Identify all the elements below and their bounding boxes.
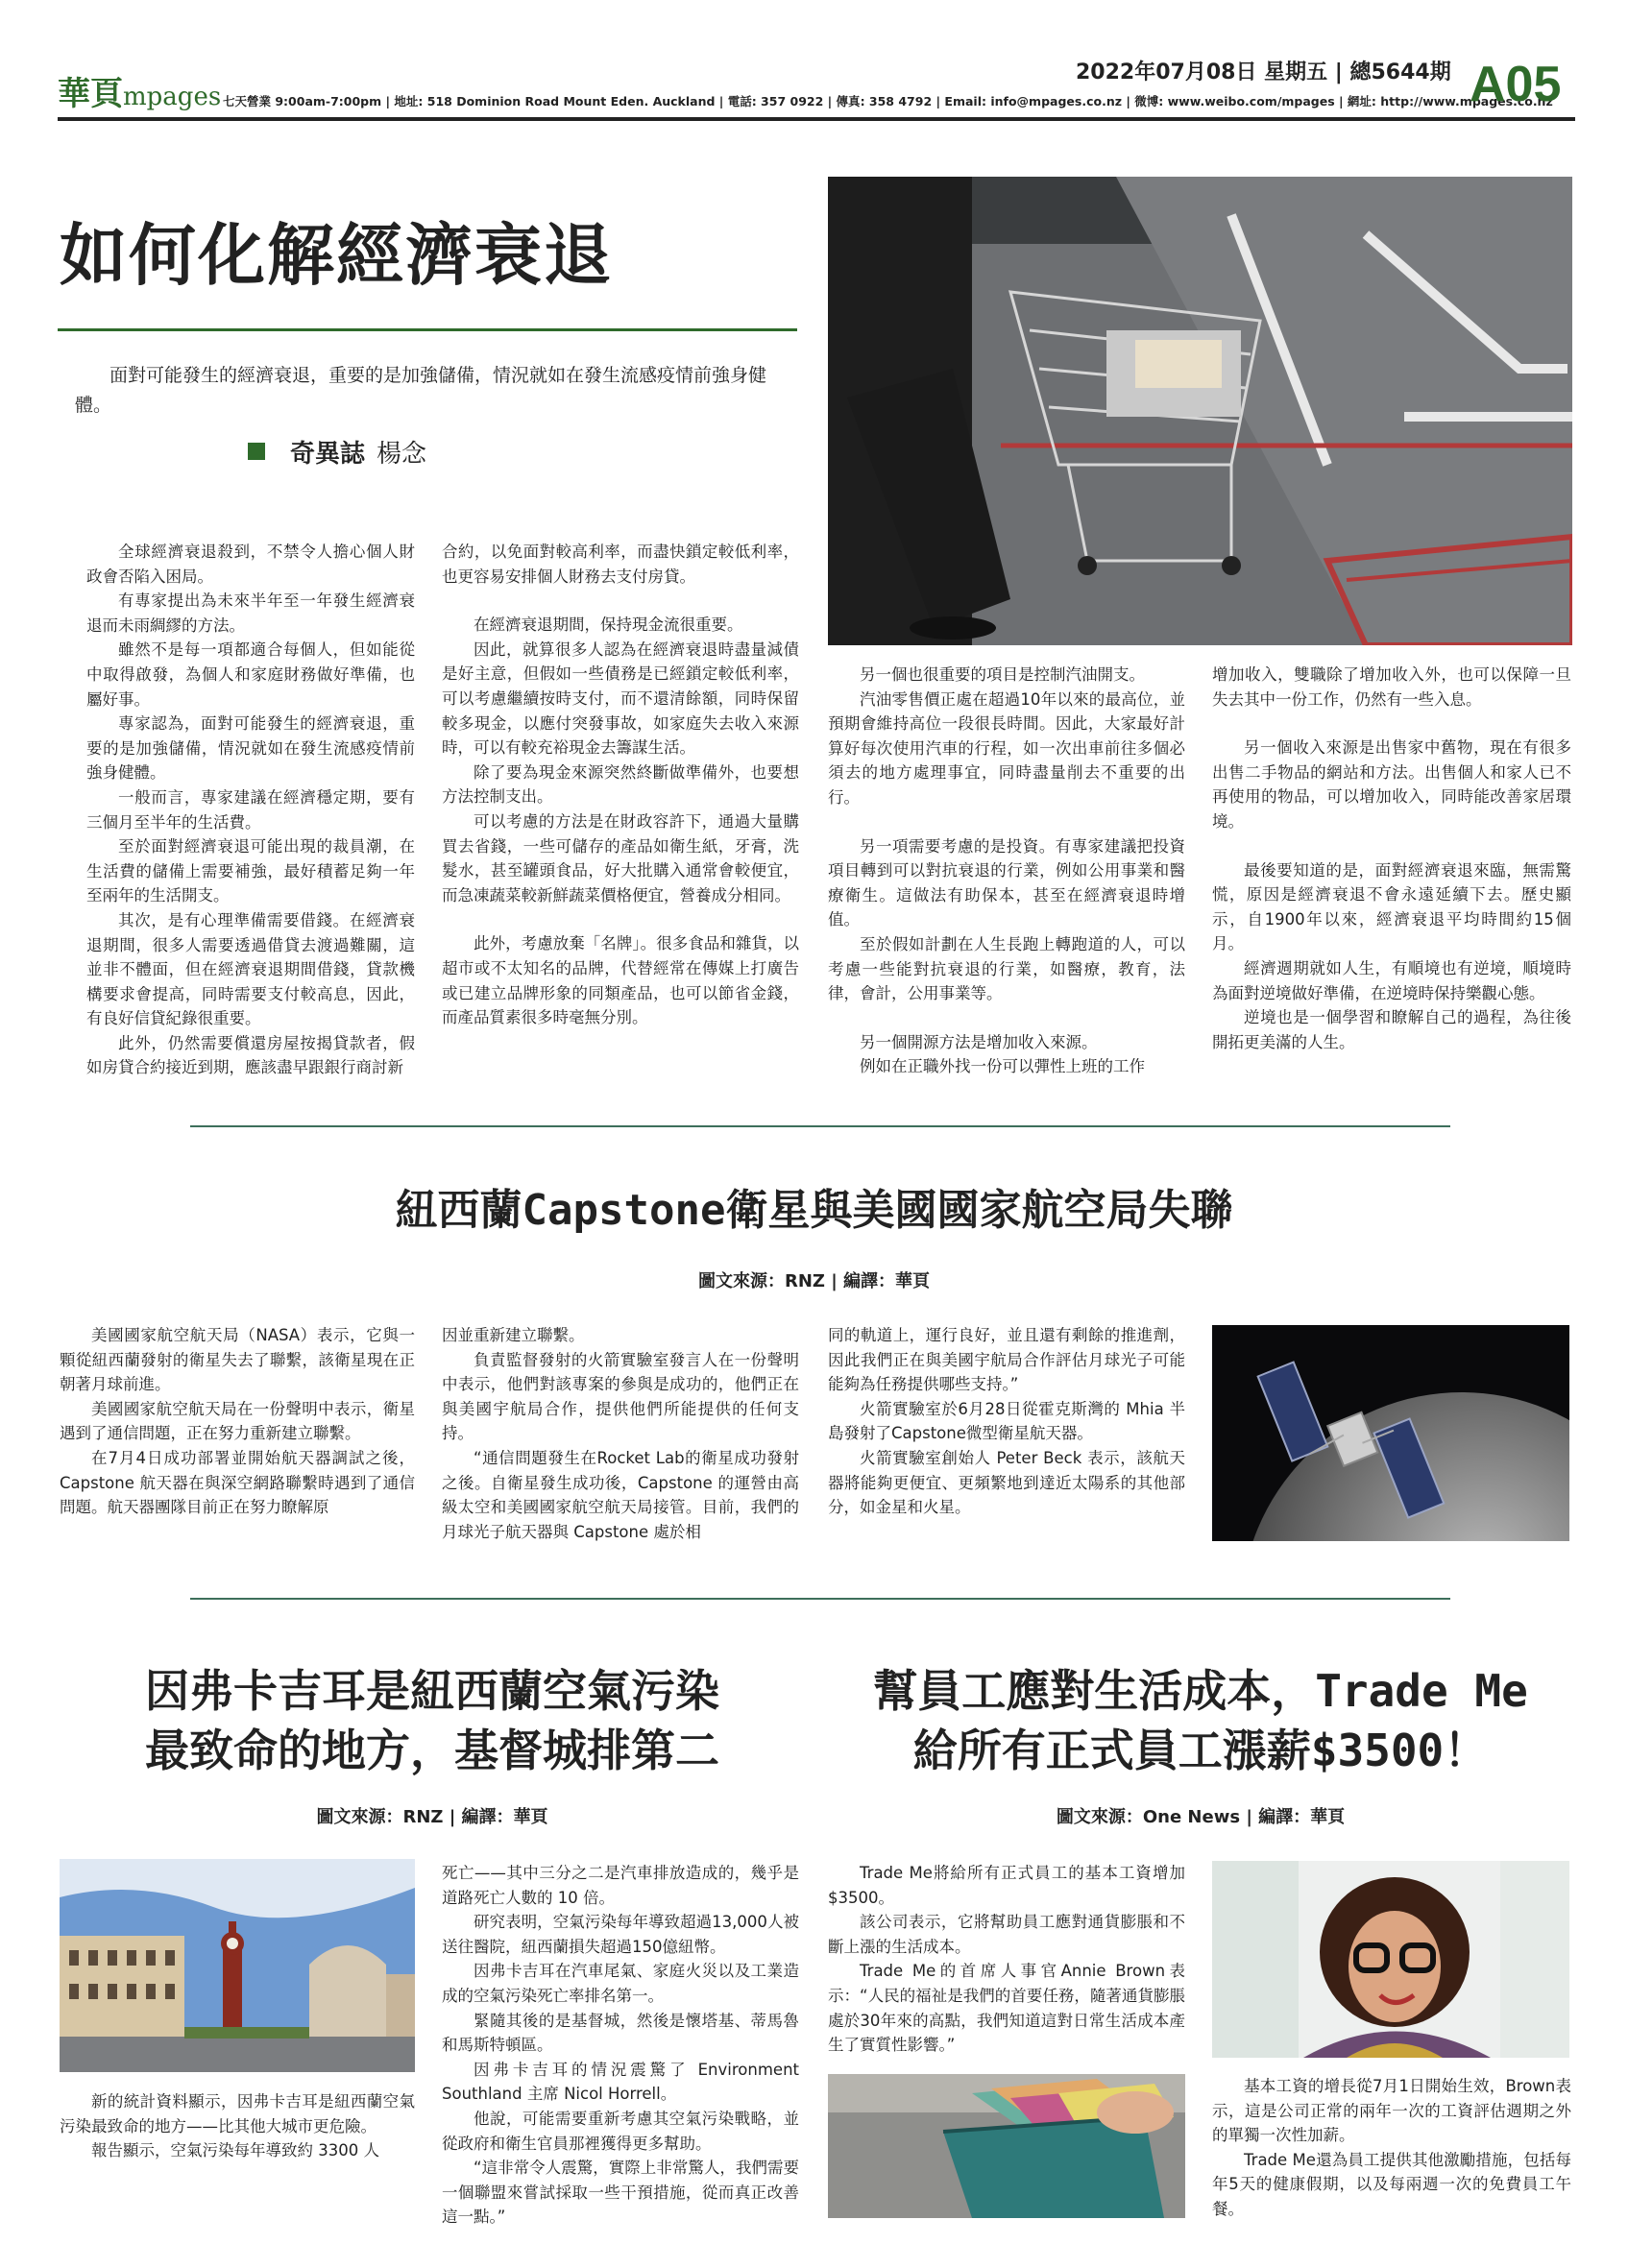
article3-title xyxy=(58,1661,807,1780)
article4-title-line2: 給所有正式員工漲薪$3500！ xyxy=(912,1725,1489,1776)
article4-col1 xyxy=(828,1861,1185,2058)
article3-title-line1: 因弗卡吉耳是紐西蘭空氣污染 xyxy=(145,1665,719,1717)
paragraph: 至於面對經濟衰退可能出現的裁員潮，在生活費的儲備上需要補強，最好積蓄足夠一年至兩年的生活開支。 xyxy=(86,837,415,905)
paragraph: 火箭實驗室於6月28日從霍克斯灣的 Mhia 半島發射了Capstone微型衛星航天器。 xyxy=(828,1399,1185,1443)
paragraph: 合約，以免面對較高利率，而盡快鎖定較低利率，也更容易安排個人財務去支付房貸。 xyxy=(442,543,799,586)
paragraph: 另一個開源方法是增加收入來源。 xyxy=(860,1032,1098,1051)
paragraph: 研究表明，空氣污染每年導致超過13,000人被送往醫院，紐西蘭損失超過150億紐幣。 xyxy=(442,1913,799,1956)
paragraph: 在經濟衰退期間，保持現金流很重要。 xyxy=(474,615,743,635)
invercargill-photo xyxy=(60,1859,415,2072)
article1-title: 如何化解經濟衰退 xyxy=(60,215,613,295)
paragraph: 增加收入，雙職除了增加收入外，也可以保障一旦失去其中一份工作，仍然有一些入息。 xyxy=(1212,665,1571,709)
paragraph: 另一項需要考慮的是投資。有專家建議把投資項目轉到可以對抗衰退的行業，例如公用事業和醫療衛生。這做法有助保本，甚至在經濟衰退時增值。 xyxy=(828,836,1185,929)
paragraph: 其次，是有心理準備需要借錢。在經濟衰退期間，很多人需要透過借貸去渡過難關，這並非不體面，但在經濟衰退期間借錢，貸款機構要求會提高，同時需要支付較高息，因此，有良好信貸紀錄很重要。 xyxy=(86,910,415,1028)
town-image xyxy=(60,1859,415,2072)
portrait-image xyxy=(1212,1861,1569,2058)
article3-col1 xyxy=(60,2089,415,2163)
satellite-image xyxy=(1212,1325,1569,1541)
shopping-cart-image xyxy=(828,177,1572,645)
wallet-image xyxy=(828,2074,1185,2218)
paragraph: 同的軌道上，運行良好，並且還有剩餘的推進劑，因此我們正在與美國宇航局合作評估月球光子可能能夠為任務提供哪些支持。” xyxy=(828,1326,1185,1394)
article4-source: 圖文來源：One News | 編譯：華頁 xyxy=(1056,1807,1346,1827)
section-divider xyxy=(190,1598,1450,1600)
article2-title: 紐西蘭Capstone衛星與美國國家航空局失聯 xyxy=(395,1186,1233,1235)
paragraph: 基本工資的增長從7月1日開始生效，Brown表示，這是公司正常的兩年一次的工資評估週期之外的單獨一次性加薪。 xyxy=(1212,2077,1571,2145)
article1-lead: 面對可能發生的經濟衰退，重要的是加強儲備，情況就如在發生流感疫情前強身健體。 xyxy=(75,365,767,416)
paragraph: Trade Me將給所有正式員工的基本工資增加$3500。 xyxy=(828,1864,1185,1907)
article3-title-line2: 最致命的地方，基督城排第二 xyxy=(145,1725,719,1776)
page-number: A05 xyxy=(1470,57,1562,112)
paragraph: 因此，就算很多人認為在經濟衰退時盡量減債是好主意，但假如一些債務是已經鎖定較低利率，可以考慮繼續按時支付，而不還清餘額，同時保留較多現金，以應付突發事故，如家庭失去收入來源時，可以有較充裕現金去籌謀生活。 xyxy=(442,639,799,758)
paragraph: “通信問題發生在Rocket Lab的衛星成功發射之後。自衛星發生成功後，Capstone 的運營由高級太空和美國國家航空航天局接管。目前，我們的月球光子航天器與 Capstone 處於相 xyxy=(442,1448,799,1541)
byline-author: 楊念 xyxy=(377,440,427,469)
section-divider xyxy=(190,1125,1450,1127)
issue-date: 2022年07月08日 星期五 | 總5644期 xyxy=(1076,60,1451,84)
paragraph: 該公司表示，它將幫助員工應對通貨膨脹和不斷上漲的生活成本。 xyxy=(828,1913,1185,1956)
paragraph: 專家認為，面對可能發生的經濟衰退，重要的是加強儲備，情況就如在發生流感疫情前強身健體。 xyxy=(86,714,415,783)
header-rule xyxy=(58,117,1575,121)
logo xyxy=(58,67,221,114)
article4-title xyxy=(826,1661,1575,1780)
paragraph: 美國國家航空航天局在一份聲明中表示，衛星遇到了通信問題，正在努力重新建立聯繫。 xyxy=(60,1399,415,1443)
contact-info: 七天營業 9:00am-7:00pm | 地址: 518 Dominion Road Mount Eden. Auckland | 電話: 357 0922 | 傳真: 358 4792 | Email: info@mpages.co.nz | 微博: www.weibo.com/mpages | 網址: http://www.mpages.co.nz xyxy=(223,94,1553,109)
article1-col4 xyxy=(1212,663,1571,1054)
article1-col3 xyxy=(828,663,1185,1079)
article2-col3 xyxy=(828,1323,1185,1520)
paragraph: 至於假如計劃在人生長跑上轉跑道的人，可以考慮一些能對抗衰退的行業，如醫療，教育，法律，會計，公用事業等。 xyxy=(828,934,1185,1003)
paragraph: 此外，考慮放棄「名牌」。很多食品和雜貨，以超市或不太知名的品牌，代替經常在傳媒上打廣告或已建立品牌形象的同類產品，也可以節省金錢，而產品質素很多時毫無分別。 xyxy=(442,934,799,1027)
paragraph: 在7月4日成功部署並開始航天器調試之後，Capstone 航天器在與深空網路聯繫時遇到了通信問題。航天器團隊目前正在努力瞭解原 xyxy=(60,1448,415,1517)
article3-source: 圖文來源：RNZ | 編譯：華頁 xyxy=(316,1807,548,1827)
paragraph: 因弗卡吉耳在汽車尾氣、家庭火災以及工業造成的空氣污染死亡率排名第一。 xyxy=(442,1962,799,2005)
paragraph: 死亡——其中三分之二是汽車排放造成的，幾乎是道路死亡人數的 10 倍。 xyxy=(442,1864,799,1907)
logo-cn: 華頁 xyxy=(58,75,123,113)
paragraph: 負責監督發射的火箭實驗室發言人在一份聲明中表示，他們對該專案的參與是成功的，他們正在與美國宇航局合作，提供他們所能提供的任何支持。 xyxy=(442,1350,799,1443)
article4-col2 xyxy=(1212,2074,1571,2222)
paragraph: 有專家提出為未來半年至一年發生經濟衰退而未雨綢繆的方法。 xyxy=(86,591,415,635)
satellite-photo xyxy=(1212,1325,1569,1541)
paragraph: Trade Me還為員工提供其他激勵措施，包括每年5天的健康假期，以及每兩週一次的免費員工午餐。 xyxy=(1212,2150,1571,2218)
wallet-photo xyxy=(828,2074,1185,2218)
paragraph: 另一個也很重要的項目是控制汽油開支。 xyxy=(860,665,1145,684)
byline-square-icon xyxy=(248,443,265,460)
paragraph: 火箭實驗室創始人 Peter Beck 表示，該航天器將能夠更便宜、更頻繁地到達近太陽系的其他部分，如金星和火星。 xyxy=(828,1448,1185,1517)
paragraph: 汽油零售價正處在超過10年以來的最高位，並預期會維持高位一段很長時間。因此，大家最好計算好每次使用汽車的行程，如一次出車前往多個必須去的地方處理事宜，同時盡量削去不重要的出行。 xyxy=(828,689,1185,807)
article4-title-line1: 幫員工應對生活成本，Trade Me xyxy=(873,1665,1528,1717)
paragraph: 逆境也是一個學習和瞭解自己的過程，為往後開拓更美滿的人生。 xyxy=(1212,1008,1571,1051)
paragraph: 報告顯示，空氣污染每年導致約 3300 人 xyxy=(91,2141,379,2160)
article3-col2 xyxy=(442,1861,799,2230)
paragraph: “這非常令人震驚，實際上非常驚人，我們需要一個聯盟來嘗試採取一些干預措施，從而真正改善這一點。” xyxy=(442,2159,799,2227)
shopping-cart-photo xyxy=(828,177,1572,645)
paragraph: 例如在正職外找一份可以彈性上班的工作 xyxy=(860,1057,1145,1076)
paragraph: 此外，仍然需要償還房屋按揭貸款者，假如房貸合約接近到期，應該盡早跟銀行商討新 xyxy=(86,1033,415,1077)
paragraph: 全球經濟衰退殺到，不禁令人擔心個人財政會否陷入困局。 xyxy=(86,543,415,586)
annie-brown-photo xyxy=(1212,1861,1569,2058)
paragraph: 因弗卡吉耳的情況震驚了 Environment Southland 主席 Nicol Horrell。 xyxy=(442,2060,799,2104)
byline xyxy=(248,434,426,470)
article1-col2 xyxy=(442,540,799,1030)
title-rule xyxy=(58,328,797,331)
paragraph: 另一個收入來源是出售家中舊物，現在有很多出售二手物品的網站和方法。出售個人和家人已不再使用的物品，可以增加收入，同時能改善家居環境。 xyxy=(1212,738,1571,831)
article1-col1 xyxy=(86,540,415,1080)
article2-source: 圖文來源：RNZ | 編譯：華頁 xyxy=(697,1271,931,1291)
paragraph: 一般而言，專家建議在經濟穩定期，要有三個月至半年的生活費。 xyxy=(86,787,415,832)
paragraph: 他說，可能需要重新考慮其空氣污染戰略，並從政府和衛生官員那裡獲得更多幫助。 xyxy=(442,2109,799,2153)
article2-col2 xyxy=(442,1323,799,1544)
logo-en: mpages xyxy=(123,83,222,111)
paragraph: 美國國家航空航天局（NASA）表示，它與一顆從紐西蘭發射的衛星失去了聯繫，該衛星現在正朝著月球前進。 xyxy=(60,1326,415,1394)
paragraph: Trade Me的首席人事官Annie Brown表示：“人民的福祉是我們的首要任務，隨著通貨膨脹處於30年來的高點，我們知道這對日常生活成本產生了實質性影響。” xyxy=(828,1962,1185,2055)
paragraph: 最後要知道的是，面對經濟衰退來臨，無需驚慌，原因是經濟衰退不會永遠延續下去。歷史顯示，自1900年以來，經濟衰退平均時間約15個月。 xyxy=(1212,860,1571,953)
paragraph: 雖然不是每一項都適合每個人，但如能從中取得啟發，為個人和家庭財務做好準備，也屬好事。 xyxy=(86,640,415,709)
paragraph: 緊隨其後的是基督城，然後是懷塔基、蒂馬魯和馬斯特頓區。 xyxy=(442,2011,799,2055)
byline-source: 奇異誌 xyxy=(290,440,366,469)
paragraph: 經濟週期就如人生，有順境也有逆境，順境時為面對逆境做好準備，在逆境時保持樂觀心態。 xyxy=(1212,958,1571,1002)
paragraph: 新的統計資料顯示，因弗卡吉耳是紐西蘭空氣污染最致命的地方——比其他大城市更危險。 xyxy=(60,2092,415,2135)
paragraph: 除了要為現金來源突然終斷做準備外，也要想方法控制支出。 xyxy=(442,762,799,807)
paragraph: 因並重新建立聯繫。 xyxy=(442,1326,585,1344)
paragraph: 可以考慮的方法是在財政容許下，通過大量購買去省錢，一些可儲存的產品如衛生紙，牙膏，洗髮水，甚至罐頭食品，好大批購入通常會較便宜，而急凍蔬菜較新鮮蔬菜價格便宜，營養成分相同。 xyxy=(442,811,799,905)
article2-col1 xyxy=(60,1323,415,1520)
